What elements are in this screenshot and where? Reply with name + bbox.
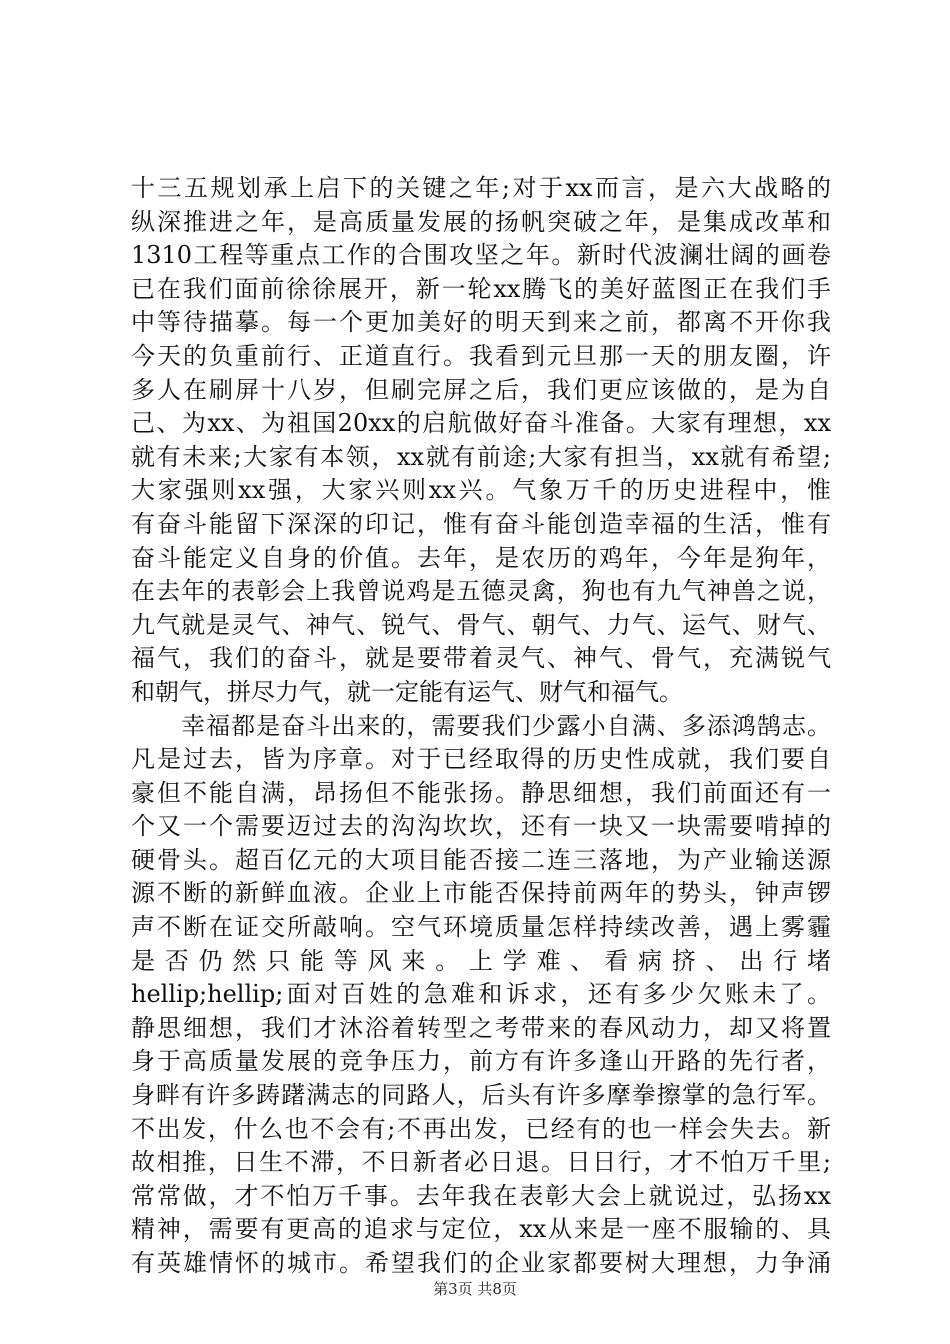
text-line: 个又一个需要迈过去的沟沟坎坎，还有一块又一块需要啃掉的 <box>131 812 831 841</box>
text-line: 不出发，什么也不会有;不再出发，已经有的也一样会失去。新 <box>131 1114 831 1143</box>
text-line: 常常做，才不怕万千事。去年我在表彰大会上就说过，弘扬xx <box>131 1181 831 1210</box>
text-line: 大家强则xx强，大家兴则xx兴。气象万千的历史进程中，惟 <box>131 476 831 505</box>
text-line: 九气就是灵气、神气、锐气、骨气、朝气、力气、运气、财气、 <box>131 610 831 639</box>
text-line: 精神，需要有更高的追求与定位，xx从来是一座不服输的、具 <box>131 1215 831 1244</box>
text-line: 硬骨头。超百亿元的大项目能否接二连三落地，为产业输送源 <box>131 845 831 874</box>
text-line: 和朝气，拼尽力气，就一定能有运气、财气和福气。 <box>131 677 683 706</box>
text-line: 源不断的新鲜血液。企业上市能否保持前两年的势头，钟声锣 <box>131 879 831 908</box>
page-number-footer: 第3页 共8页 <box>433 1280 517 1298</box>
text-line: hellip;hellip;面对百姓的急难和诉求，还有多少欠账未了。 <box>131 980 831 1009</box>
text-line: 己、为xx、为祖国20xx的启航做好奋斗准备。大家有理想，xx <box>131 409 831 438</box>
text-line: 身于高质量发展的竞争压力，前方有许多逢山开路的先行者， <box>131 1047 831 1076</box>
text-line: 有奋斗能留下深深的印记，惟有奋斗能创造幸福的生活，惟有 <box>131 509 831 538</box>
text-line: 1310工程等重点工作的合围攻坚之年。新时代波澜壮阔的画卷 <box>131 241 831 270</box>
text-line: 十三五规划承上启下的关键之年;对于xx而言，是六大战略的 <box>131 174 831 202</box>
text-line: 幸福都是奋斗出来的，需要我们少露小自满、多添鸿鹄志。 <box>131 711 831 740</box>
text-line: 奋斗能定义自身的价值。去年，是农历的鸡年，今年是狗年， <box>131 543 831 572</box>
text-line: 豪但不能自满，昂扬但不能张扬。静思细想，我们前面还有一 <box>131 778 831 807</box>
text-line: 福气，我们的奋斗，就是要带着灵气、神气、骨气，充满锐气 <box>131 644 831 673</box>
text-line: 已在我们面前徐徐展开，新一轮xx腾飞的美好蓝图正在我们手 <box>131 274 831 303</box>
text-line: 有英雄情怀的城市。希望我们的企业家都要树大理想，力争涌 <box>131 1249 831 1277</box>
text-line: 多人在刷屏十八岁，但刷完屏之后，我们更应该做的，是为自 <box>131 375 831 404</box>
body-text <box>131 172 831 1281</box>
text-line: 故相推，日生不滞，不日新者必日退。日日行，才不怕万千里; <box>131 1148 831 1177</box>
text-line: 在去年的表彰会上我曾说鸡是五德灵禽，狗也有九气神兽之说， <box>131 577 831 606</box>
text-line: 就有未来;大家有本领，xx就有前途;大家有担当，xx就有希望; <box>131 442 831 471</box>
text-line: 纵深推进之年，是高质量发展的扬帆突破之年，是集成改革和 <box>131 207 831 236</box>
text-line: 静思细想，我们才沐浴着转型之考带来的春风动力，却又将置 <box>131 1013 831 1042</box>
text-line: 凡是过去，皆为序章。对于已经取得的历史性成就，我们要自 <box>131 745 831 774</box>
text-line: 身畔有许多踌躇满志的同路人，后头有许多摩拳擦掌的急行军。 <box>131 1081 831 1110</box>
text-line: 声不断在证交所敲响。空气环境质量怎样持续改善，遇上雾霾 <box>131 913 831 942</box>
text-line: 是否仍然只能等风来。上学难、看病挤、出行堵 <box>131 946 831 975</box>
text-line: 今天的负重前行、正道直行。我看到元旦那一天的朋友圈，许 <box>131 341 831 370</box>
text-line: 中等待描摹。每一个更加美好的明天到来之前，都离不开你我 <box>131 308 831 337</box>
